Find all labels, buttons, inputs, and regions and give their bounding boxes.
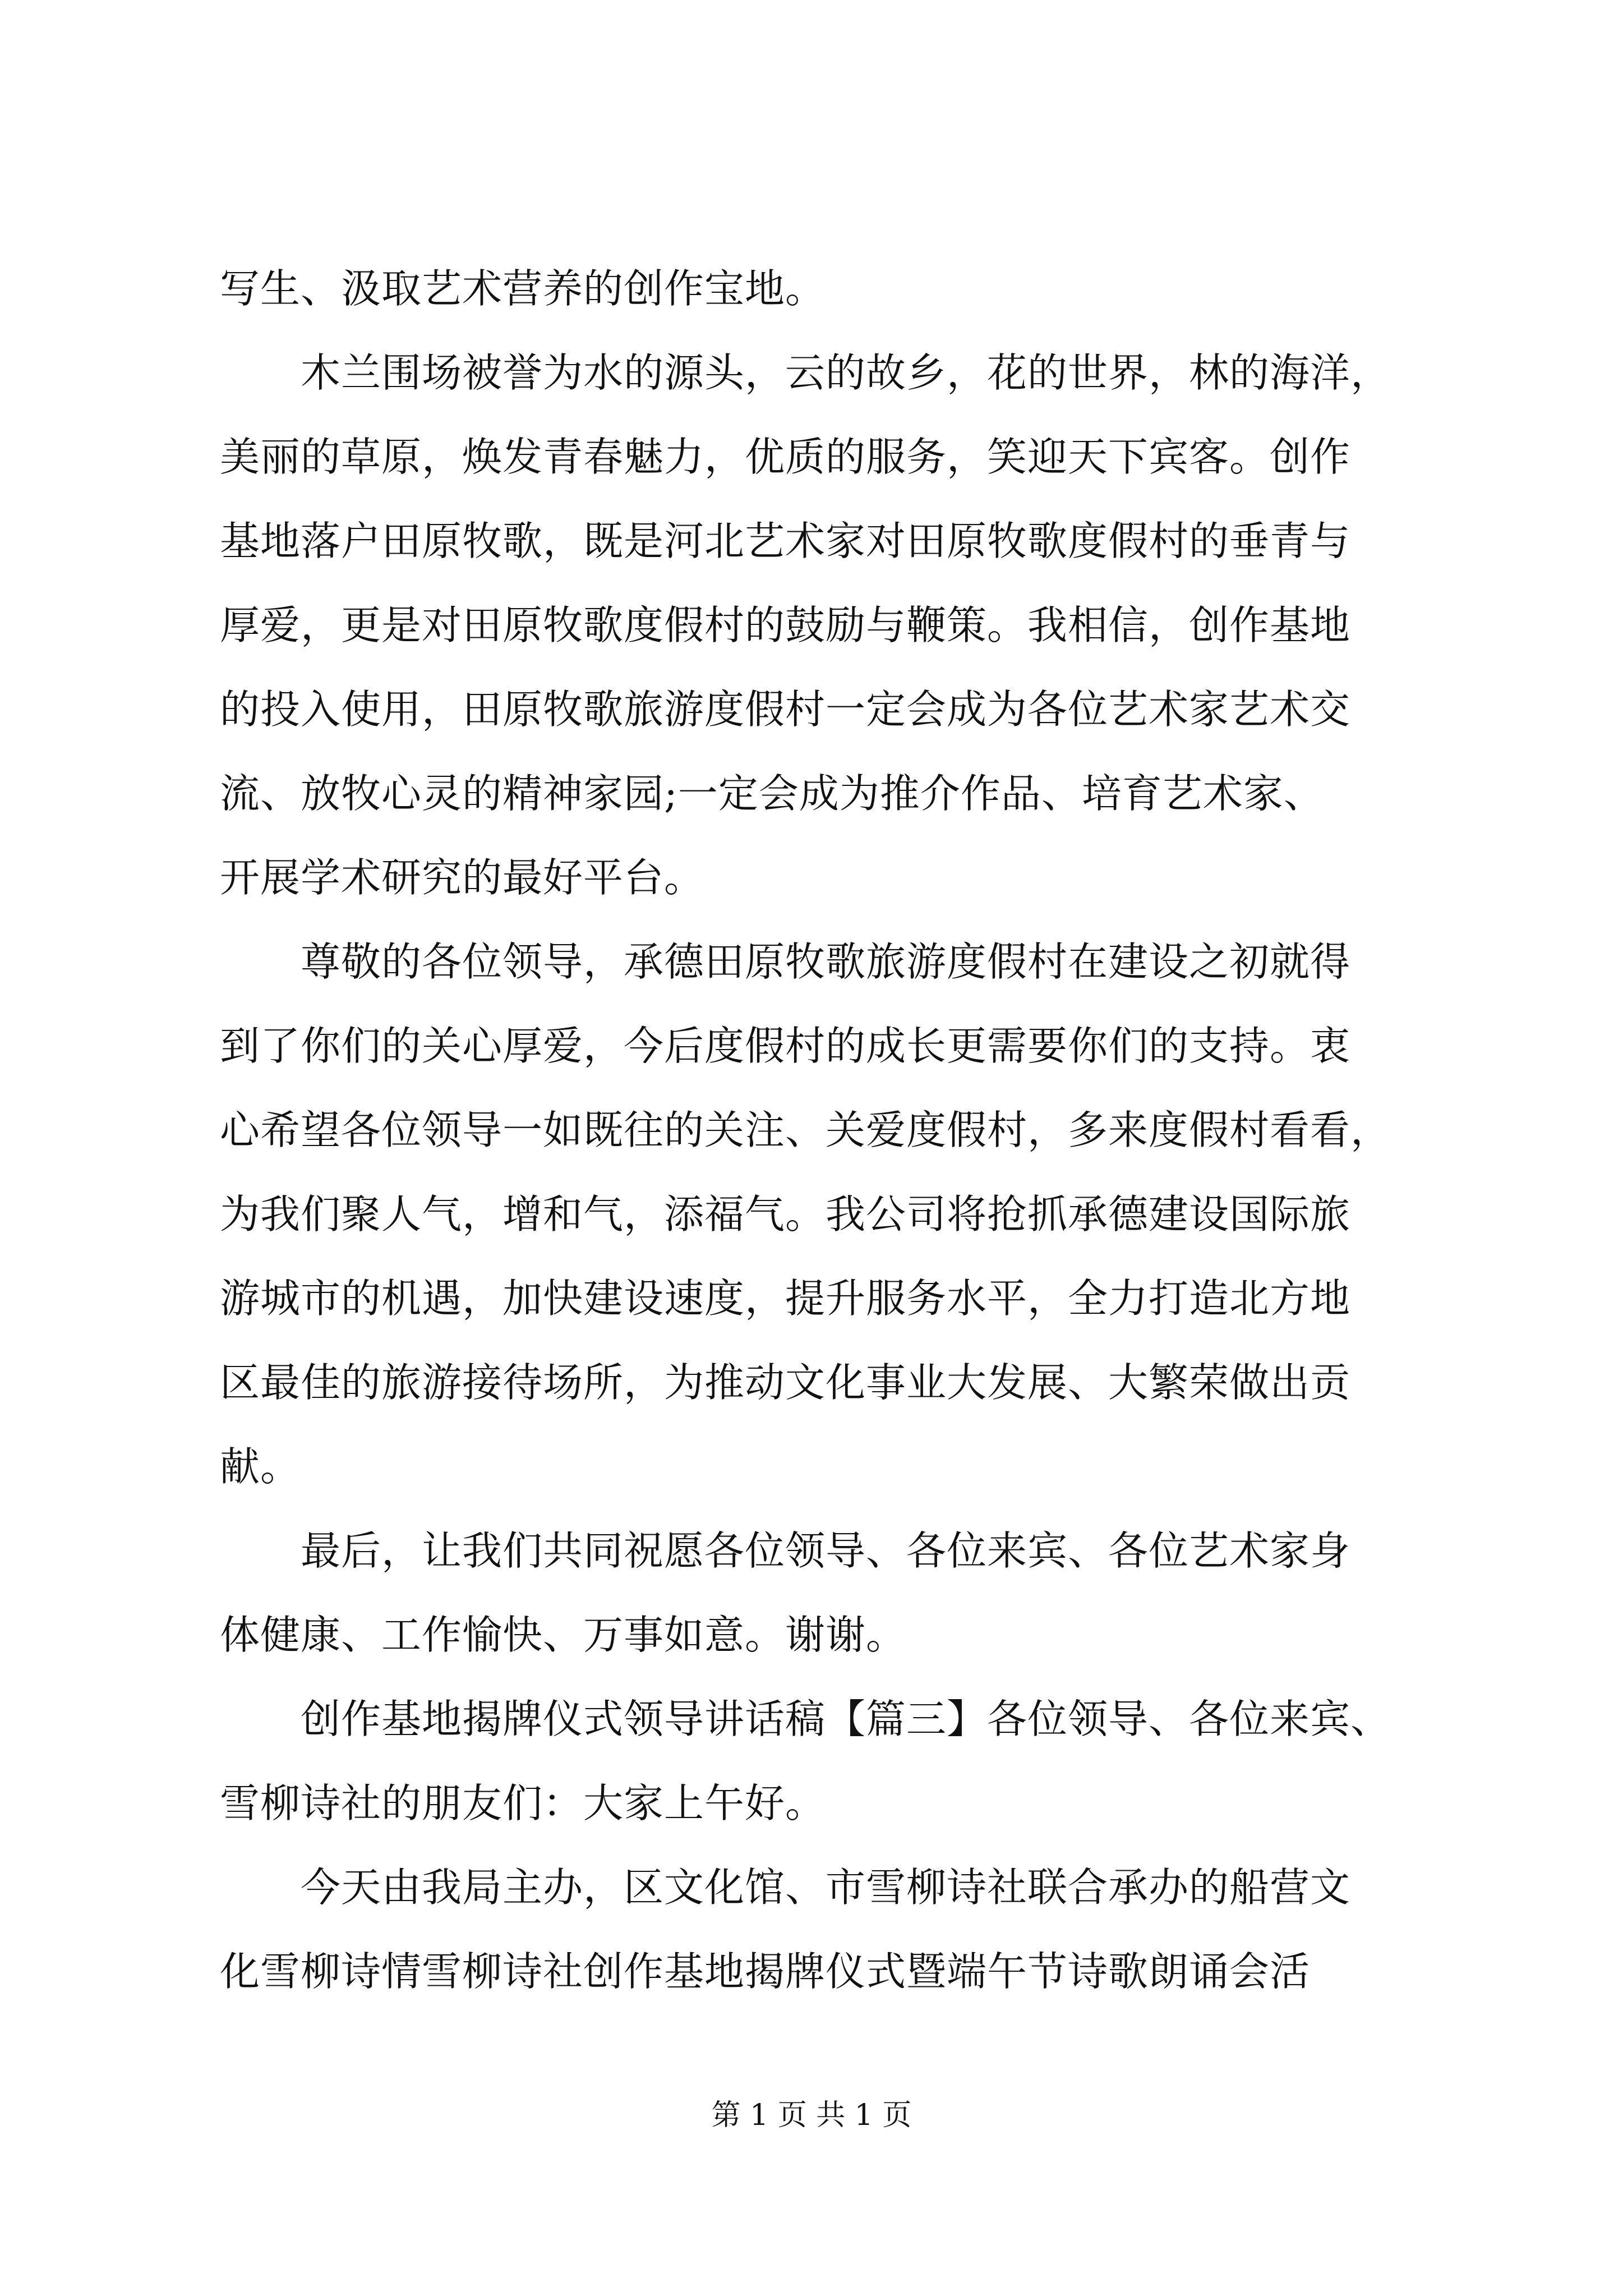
text-line: 心希望各位领导一如既往的关注、关爱度假村，多来度假村看看， <box>220 1107 1391 1153</box>
paragraph-start-line: 最后，让我们共同祝愿各位领导、各位来宾、各位艺术家身 <box>301 1527 1351 1574</box>
text-line: 厚爱，更是对田原牧歌度假村的鼓励与鞭策。我相信，创作基地 <box>220 602 1351 648</box>
text-line: 基地落户田原牧歌，既是河北艺术家对田原牧歌度假村的垂青与 <box>220 518 1351 564</box>
paragraph-start-line: 木兰围场被誉为水的源头，云的故乡，花的世界，林的海洋， <box>301 349 1391 396</box>
paragraph-start-line: 今天由我局主办，区文化馆、市雪柳诗社联合承办的船营文 <box>301 1864 1351 1911</box>
text-line: 化雪柳诗情雪柳诗社创作基地揭牌仪式暨端午节诗歌朗诵会活 <box>220 1948 1311 1995</box>
text-line: 献。 <box>220 1443 301 1490</box>
text-line: 雪柳诗社的朋友们：大家上午好。 <box>220 1780 826 1826</box>
text-line: 流、放牧心灵的精神家园;一定会成为推介作品、培育艺术家、 <box>220 770 1324 817</box>
text-line: 开展学术研究的最好平台。 <box>220 854 705 901</box>
paragraph-start-line: 创作基地揭牌仪式领导讲话稿【篇三】各位领导、各位来宾、 <box>301 1696 1391 1742</box>
body-text <box>220 247 1426 2014</box>
text-line: 到了你们的关心厚爱，今后度假村的成长更需要你们的支持。衷 <box>220 1023 1351 1069</box>
text-line: 美丽的草原，焕发青春魅力，优质的服务，笑迎天下宾客。创作 <box>220 434 1351 480</box>
text-line: 游城市的机遇，加快建设速度，提升服务水平，全力打造北方地 <box>220 1275 1351 1322</box>
text-line: 为我们聚人气，增和气，添福气。我公司将抢抓承德建设国际旅 <box>220 1191 1351 1237</box>
text-line: 体健康、工作愉快、万事如意。谢谢。 <box>220 1612 907 1658</box>
text-line: 区最佳的旅游接待场所，为推动文化事业大发展、大繁荣做出贡 <box>220 1359 1351 1406</box>
text-line: 的投入使用，田原牧歌旅游度假村一定会成为各位艺术家艺术交 <box>220 686 1351 733</box>
page-number-footer: 第 1 页 共 1 页 <box>711 2099 912 2132</box>
text-line: 写生、汲取艺术营养的创作宝地。 <box>220 265 826 312</box>
paragraph-start-line: 尊敬的各位领导，承德田原牧歌旅游度假村在建设之初就得 <box>301 938 1351 985</box>
